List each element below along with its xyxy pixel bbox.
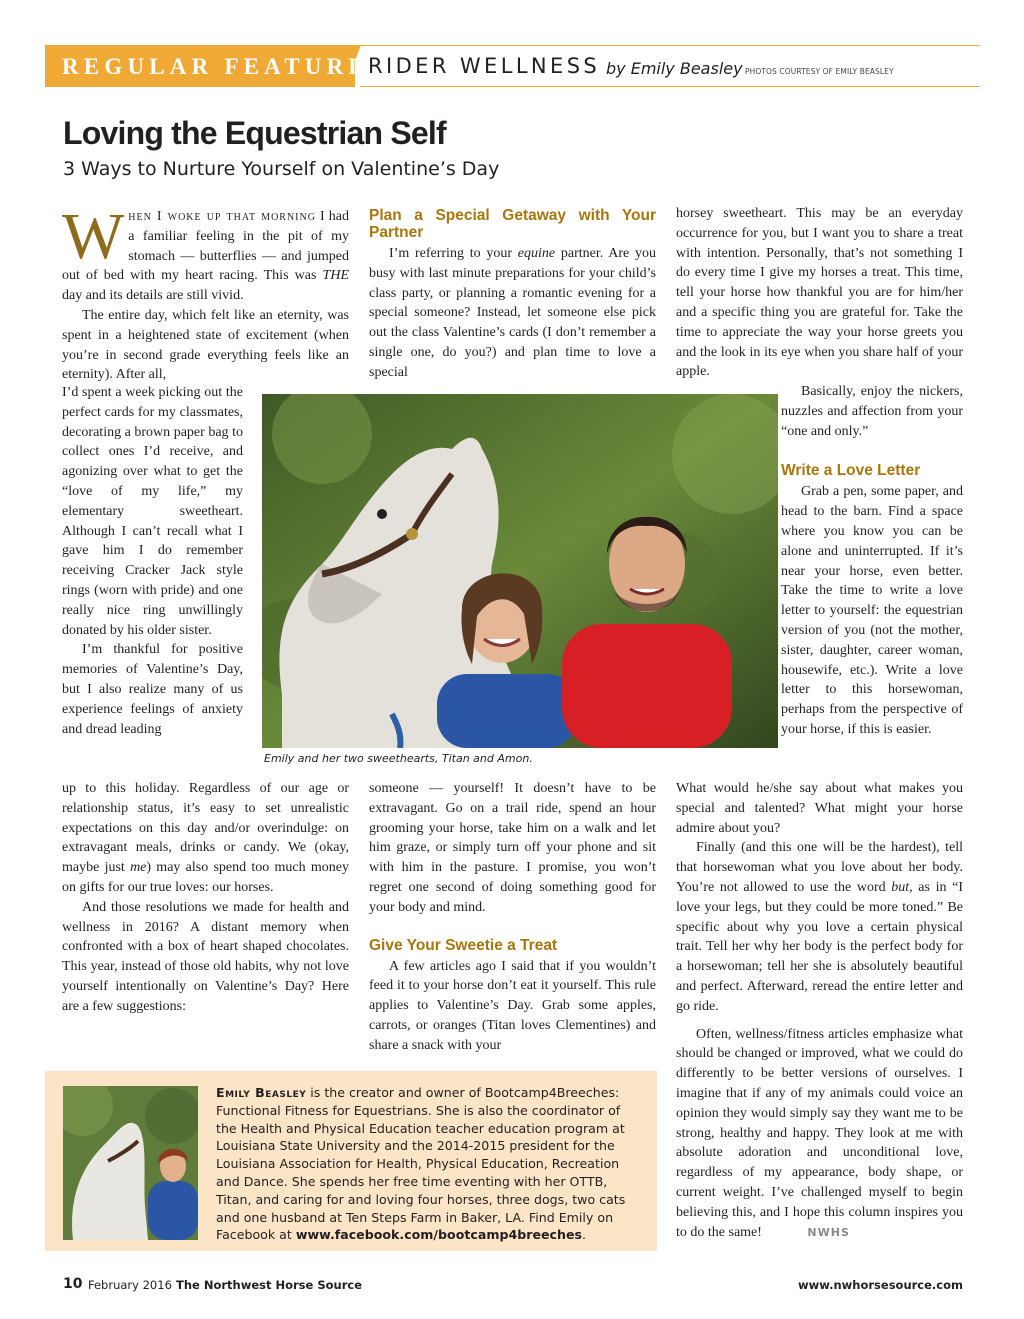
facebook-link[interactable]: www.facebook.com/bootcamp4breeches xyxy=(295,1227,583,1243)
paragraph-1-end: day and its details are still vivid. xyxy=(62,288,244,304)
paragraph-treat-cont: horsey sweetheart. This may be an everyday occurrence for you, but I want you to share a treat with intention. Personally, that’s not something I do every time I give my horses a treat. This time, tell your horse how thankful you are for him/her and a specific thing you are grateful for. Take the time to appreciate the way your horse greets you and the look in its eye when you share half of your apple. xyxy=(676,206,963,380)
article-title: Loving the Equestrian Self xyxy=(63,115,446,151)
publication-name: The Northwest Horse Source xyxy=(176,1278,362,1292)
column-1-top xyxy=(62,200,349,385)
page-number: 10 xyxy=(63,1276,83,1292)
bio-end: . xyxy=(582,1227,587,1243)
lead-in: hen I woke up that morning xyxy=(128,209,316,224)
paragraph-enjoy: Basically, enjoy the nickers, nuzzles and affection from your “one and only.” xyxy=(781,384,963,439)
getaway-text-a: I’m referring to your xyxy=(389,246,518,261)
paragraph-3-cont-a: up to this holiday. Regardless of our age or relationship status, it’s easy to set unrealistic expectations on this day and/or overindulge: on extravagant meals, drinks or candy. We (okay, maybe just xyxy=(62,781,349,876)
article-subtitle: 3 Ways to Nurture Yourself on Valentine’s Day xyxy=(63,158,500,180)
emphasis-me: me xyxy=(130,860,147,876)
column-2-top xyxy=(369,207,656,383)
paragraph-closing xyxy=(676,1025,963,1243)
paragraph-treat: A few articles ago I said that if you wouldn’t feed it to your horse don’t eat it yourself. This rule applies to Valentine’s Day. Grab some apples, carrots, or oranges (Titan loves Clementines) and share a snack with your xyxy=(369,958,656,1053)
paragraph-2b: I’d spent a week picking out the perfect cards for my classmates, decorating a brown paper bag to collect ones I’d receive, and agonizing over what to get the “love of my life,” my elementary sweetheart. Although I can’t recall what I gave him I do remember receiving Cracker Jack style rings (worn with pride) and one really nice ring unwillingly donated by his older sister. xyxy=(62,385,243,638)
paragraph-finally xyxy=(676,838,963,1016)
emphasis-but: but xyxy=(891,879,910,895)
finally-text-b: , as in “I love your legs, but they could be more toned.” Be specific about why you love a certain physical trait. Tell her why her body is the perfect body for a horsewoman; tell her she is absolutely beautiful and perfect. Afterward, reread the entire letter and go ride. xyxy=(676,879,963,1014)
column-1-bottom xyxy=(62,779,349,1017)
main-photo xyxy=(262,394,778,748)
paragraph-3-cont-b: ) may also spend too much money on gifts for our true loves: our horses. xyxy=(62,860,350,895)
paragraph-1-text: I had a familiar feeling in the pit of my stomach — butterflies — and jumped out of bed with my heart racing. This was xyxy=(62,209,349,284)
column-1-narrow xyxy=(62,383,243,739)
paragraph-4: And those resolutions we made for health and wellness in 2016? A distant memory when confronted with a box of heart shaped chocolates. This year, instead of those old habits, why not love yourself intentionally on Valentine’s Day? Here are a few suggestions: xyxy=(62,899,349,1014)
section-name: RIDER WELLNESS xyxy=(368,54,601,78)
column-3-bottom xyxy=(676,779,963,1242)
end-mark: NWHS xyxy=(807,1225,850,1239)
paragraph-getaway xyxy=(369,244,656,383)
finally-text-a: Finally (and this one will be the hardest), tell that horsewoman what you love about her body. You’re not allowed to use the word xyxy=(676,840,963,895)
photo-caption: Emily and her two sweethearts, Titan and Amon. xyxy=(264,752,533,765)
paragraph-3-cont xyxy=(62,779,349,898)
bio-text: is the creator and owner of Bootcamp4Breeches: Functional Fitness for Equestrians. She is also the coordinator of the Health and Physical Education teacher education program at Louisiana State University and the 2014-2015 president for the Louisiana Association for Health, Physical Education, Recreation and Dance. She spends her free time eventing with her OTTB, Titan, and caring for and loving four horses, three dogs, two cats and one husband at Ten Steps Farm in Baker, LA. Find Emily on Facebook at xyxy=(216,1085,626,1243)
paragraph-letter: Grab a pen, some paper, and head to the barn. Find a space where you know you can be alone and uninterrupted. If it’s near your horse, even better. Take the time to write a love letter to yourself: the equestrian version of you (not the mother, sister, daughter, career woman, housewife, etc.). Write a love letter to this horsewoman, perhaps from the perspective of your horse, if this is easier. xyxy=(781,484,963,737)
byline: by Emily Beasley xyxy=(606,59,743,78)
header-top-rule xyxy=(360,45,980,46)
paragraph-getaway-cont: someone — yourself! It doesn’t have to be extravagant. Go on a trail ride, spend an hour grooming your horse, take him on a walk and let him graze, or simply turn off your phone and sit with him in the pasture. I promise, you won’t regret one second of doing something good for your body and mind. xyxy=(369,781,656,915)
feature-label: REGULAR FEATURE xyxy=(62,54,369,79)
getaway-text-b: partner. Are you busy with last minute preparations for your child’s class party, or planning a romantic evening for a special someone? Instead, let someone else pick out the class Valentine’s cards (I don’t remember a single one, do you?) and plan time to love a special xyxy=(369,246,656,380)
issue-date: February 2016 xyxy=(88,1278,172,1292)
closing-text: Often, wellness/fitness articles emphasize what should be changed or improved, what we could do differently to be better versions of ourselves. I imagine that if any of my animals could voice an opinion they would simply say they want me to be strong, healthy and happy. They look at me with absolute adoration and unconditional love, regardless of my appearance, body shape, or current weight. I’ve challenged myself to begin believing this, and I hope this column inspires you to do the same! xyxy=(676,1026,963,1240)
subhead-getaway: Plan a Special Getaway with Your Partner xyxy=(369,207,656,241)
author-name: Emily Beasley xyxy=(216,1085,307,1100)
author-bio xyxy=(216,1084,636,1244)
emphasis-equine: equine xyxy=(517,246,556,261)
column-3-top xyxy=(676,204,963,382)
author-photo xyxy=(63,1086,198,1240)
drop-cap: W xyxy=(62,200,125,273)
paragraph-2a: The entire day, which felt like an eternity, was spent in a heightened state of excitement (when you’re in second grade everything feels like an eternity). After all, xyxy=(62,307,349,383)
subhead-treat: Give Your Sweetie a Treat xyxy=(369,936,558,954)
column-3-narrow xyxy=(781,382,963,740)
emphasis: THE xyxy=(322,268,349,284)
photo-credit: PHOTOS COURTESY OF EMILY BEASLEY xyxy=(745,67,894,76)
paragraph-3: I’m thankful for positive memories of Valentine’s Day, but I also realize many of us experience feelings of anxiety and dread leading xyxy=(62,642,243,737)
column-2-bottom xyxy=(369,779,656,1056)
website-url[interactable]: www.nwhorsesource.com xyxy=(797,1278,963,1292)
header-bottom-rule xyxy=(360,86,980,87)
paragraph-letter-cont: What would he/she say about what makes you special and talented? What might your horse admire about you? xyxy=(676,781,963,836)
subhead-letter: Write a Love Letter xyxy=(781,462,921,480)
paragraph-1 xyxy=(62,200,349,306)
